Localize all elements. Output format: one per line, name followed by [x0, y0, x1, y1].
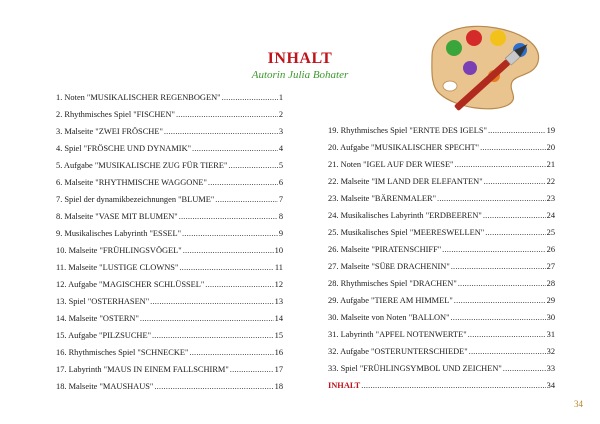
dot-leader — [179, 263, 274, 272]
toc-entry-page: 15 — [274, 331, 283, 340]
dot-leader — [164, 127, 278, 136]
toc-entry[interactable] — [328, 245, 555, 262]
toc-entry-title: 7. Spiel der dynamikbezeichnungen "BLUME" — [56, 195, 215, 204]
toc-entry[interactable] — [328, 313, 555, 330]
dot-leader — [454, 160, 545, 169]
toc-entry[interactable] — [56, 348, 283, 365]
toc-right-column — [328, 126, 555, 398]
dot-leader — [228, 161, 277, 170]
toc-entry-title: 4. Spiel "FRÖSCHE UND DYNAMIK" — [56, 144, 192, 153]
toc-entry[interactable] — [56, 161, 283, 178]
dot-leader — [480, 143, 546, 152]
toc-entry-page: 25 — [546, 228, 555, 237]
toc-left-column — [56, 93, 283, 399]
toc-entry[interactable] — [328, 126, 555, 143]
toc-entry-title: 29. Aufgabe "TIERE AM HIMMEL" — [328, 296, 453, 305]
toc-entry[interactable] — [328, 211, 555, 228]
toc-entry[interactable] — [56, 229, 283, 246]
toc-entry-page: 21 — [546, 160, 555, 169]
dot-leader — [150, 297, 273, 306]
dot-leader — [152, 331, 274, 340]
toc-entry[interactable] — [328, 347, 555, 364]
toc-entry-page: 34 — [546, 381, 555, 390]
toc-entry-page: 22 — [546, 177, 555, 186]
toc-entry-page: 11 — [274, 263, 283, 272]
toc-entry-title: 15. Aufgabe "PILZSUCHE" — [56, 331, 151, 340]
toc-entry[interactable] — [328, 160, 555, 177]
toc-entry-page: 18 — [274, 382, 283, 391]
dot-leader — [454, 296, 546, 305]
toc-entry-page: 9 — [278, 229, 283, 238]
toc-entry-title: 22. Malseite "IM LAND DER ELEFANTEN" — [328, 177, 483, 186]
toc-entry-title: INHALT — [328, 381, 361, 390]
toc-entry-page: 28 — [546, 279, 555, 288]
dot-leader — [222, 93, 278, 102]
toc-entry-page: 13 — [274, 297, 283, 306]
toc-entry-title: 25. Musikalisches Spiel "MEERESWELLEN" — [328, 228, 485, 237]
toc-entry[interactable] — [56, 212, 283, 229]
toc-entry[interactable] — [328, 194, 555, 211]
toc-entry-page: 33 — [546, 364, 555, 373]
toc-entry[interactable] — [56, 127, 283, 144]
toc-entry[interactable] — [56, 178, 283, 195]
dot-leader — [230, 365, 274, 374]
dot-leader — [451, 262, 546, 271]
toc-entry-page: 23 — [546, 194, 555, 203]
toc-entry-page: 19 — [546, 126, 555, 135]
toc-entry-title: 10. Malseite "FRÜHLINGSVÖGEL" — [56, 246, 182, 255]
toc-entry-page: 31 — [546, 330, 555, 339]
dot-leader — [183, 246, 274, 255]
toc-entry-title: 13. Spiel "OSTERHASEN" — [56, 297, 150, 306]
dot-leader — [437, 194, 546, 203]
toc-entry-title: 33. Spiel "FRÜHLINGSYMBOL UND ZEICHEN" — [328, 364, 502, 373]
toc-entry[interactable] — [56, 297, 283, 314]
toc-entry-page: 12 — [274, 280, 283, 289]
toc-entry-title: 1. Noten "MUSIKALISCHER REGENBOGEN" — [56, 93, 221, 102]
dot-leader — [205, 280, 273, 289]
toc-entry-page: 24 — [546, 211, 555, 220]
toc-entry-title: 19. Rhythmisches Spiel "ERNTE DES IGELS" — [328, 126, 487, 135]
toc-entry-title: 30. Malseite von Noten "BALLON" — [328, 313, 450, 322]
dot-leader — [192, 144, 278, 153]
dot-leader — [485, 228, 545, 237]
toc-entry-title: 8. Malseite "VASE MIT BLUMEN" — [56, 212, 178, 221]
toc-entry[interactable] — [56, 246, 283, 263]
toc-entry-page: 7 — [278, 195, 283, 204]
toc-entry[interactable] — [328, 364, 555, 381]
toc-entry-page: 32 — [546, 347, 555, 356]
toc-entry-page: 2 — [278, 110, 283, 119]
toc-entry[interactable] — [56, 280, 283, 297]
toc-entry[interactable] — [56, 110, 283, 127]
dot-leader — [140, 314, 274, 323]
toc-entry[interactable] — [328, 381, 555, 398]
toc-entry-title: 27. Malseite "SÜßE DRACHENIN" — [328, 262, 450, 271]
toc-entry-page: 4 — [278, 144, 283, 153]
toc-entry-title: 14. Malseite "OSTERN" — [56, 314, 139, 323]
toc-entry-title: 5. Aufgabe "MUSIKALISCHE ZUG FÜR TIERE" — [56, 161, 228, 170]
toc-entry-page: 8 — [278, 212, 283, 221]
dot-leader — [176, 110, 278, 119]
dot-leader — [484, 177, 546, 186]
dot-leader — [451, 313, 546, 322]
toc-entry-title: 9. Musikalisches Labyrinth "ESSEL" — [56, 229, 182, 238]
dot-leader — [483, 211, 546, 220]
toc-entry-title: 23. Malseite "BÄRENMALER" — [328, 194, 437, 203]
author-line: Autorin Julia Bohater — [251, 69, 349, 81]
toc-entry-page: 26 — [546, 245, 555, 254]
toc-entry[interactable] — [56, 93, 283, 110]
dot-leader — [503, 364, 546, 373]
dot-leader — [468, 330, 546, 339]
toc-entry[interactable] — [328, 228, 555, 245]
dot-leader — [469, 347, 546, 356]
toc-entry-page: 1 — [278, 93, 283, 102]
toc-entry-title: 16. Rhythmisches Spiel "SCHNECKE" — [56, 348, 189, 357]
toc-entry-title: 26. Malseite "PIRATENSCHIFF" — [328, 245, 442, 254]
toc-entry[interactable] — [56, 144, 283, 161]
paint-palette-with-brush-icon — [412, 16, 552, 112]
toc-entry-title: 31. Labyrinth "APFEL NOTENWERTE" — [328, 330, 467, 339]
dot-leader — [182, 229, 278, 238]
toc-entry-page: 3 — [278, 127, 283, 136]
toc-entry-title: 32. Aufgabe "OSTERUNTERSCHIEDE" — [328, 347, 468, 356]
toc-entry-title: 17. Labyrinth "MAUS IN EINEM FALLSCHIRM" — [56, 365, 229, 374]
toc-entry-page: 14 — [274, 314, 283, 323]
toc-entry[interactable] — [328, 177, 555, 194]
dot-leader — [215, 195, 278, 204]
toc-entry-page: 16 — [274, 348, 283, 357]
toc-entry[interactable] — [328, 279, 555, 296]
toc-entry[interactable] — [328, 262, 555, 279]
dot-leader — [442, 245, 545, 254]
dot-leader — [154, 382, 273, 391]
toc-entry[interactable] — [56, 382, 283, 399]
toc-entry[interactable] — [328, 296, 555, 313]
toc-entry-page: 27 — [546, 262, 555, 271]
toc-entry[interactable] — [328, 330, 555, 347]
toc-entry-page: 29 — [546, 296, 555, 305]
toc-entry-title: 21. Noten "IGEL AUF DER WIESE" — [328, 160, 454, 169]
toc-entry-title: 24. Musikalisches Labyrinth "ERDBEEREN" — [328, 211, 482, 220]
toc-entry-title: 11. Malseite "LUSTIGE CLOWNS" — [56, 263, 179, 272]
toc-entry-title: 2. Rhythmisches Spiel "FISCHEN" — [56, 110, 175, 119]
dot-leader — [179, 212, 278, 221]
dot-leader — [458, 279, 546, 288]
dot-leader — [488, 126, 546, 135]
toc-entry-page: 10 — [274, 246, 283, 255]
dot-leader — [361, 381, 545, 390]
toc-entry[interactable] — [56, 195, 283, 212]
toc-entry[interactable] — [56, 365, 283, 382]
toc-entry-title: 6. Malseite "RHYTHMISCHE WAGGONE" — [56, 178, 207, 187]
toc-entry-page: 6 — [278, 178, 283, 187]
toc-entry[interactable] — [56, 263, 283, 280]
toc-entry-title: 20. Aufgabe "MUSIKALISCHER SPECHT" — [328, 143, 480, 152]
toc-entry[interactable] — [328, 143, 555, 160]
page-number: 34 — [574, 399, 583, 409]
toc-entry-title: 12. Aufgabe "MAGISCHER SCHLÜSSEL" — [56, 280, 205, 289]
toc-entry-page: 30 — [546, 313, 555, 322]
toc-entry-title: 28. Rhythmisches Spiel "DRACHEN" — [328, 279, 457, 288]
toc-entry-page: 20 — [546, 143, 555, 152]
toc-entry-title: 3. Malseite "ZWEI FRÖSCHE" — [56, 127, 163, 136]
toc-entry[interactable] — [56, 314, 283, 331]
toc-entry-page: 5 — [278, 161, 283, 170]
dot-leader — [189, 348, 273, 357]
toc-entry-title: 18. Malseite "MAUSHAUS" — [56, 382, 154, 391]
toc-entry[interactable] — [56, 331, 283, 348]
toc-entry-page: 17 — [274, 365, 283, 374]
page-title: INHALT — [267, 50, 333, 67]
dot-leader — [208, 178, 278, 187]
